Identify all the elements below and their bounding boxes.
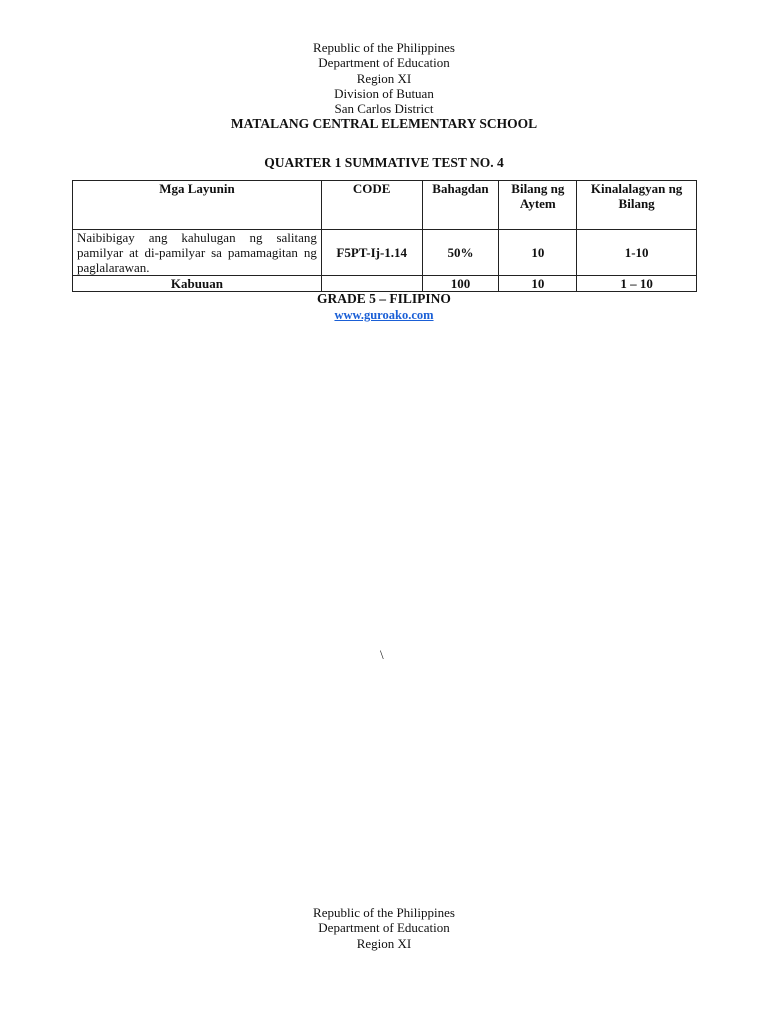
total-placement: 1 – 10 <box>577 276 697 292</box>
website-container <box>0 308 768 323</box>
document-header <box>0 40 768 132</box>
table-header-row <box>73 181 697 230</box>
website-link[interactable]: www.guroako.com <box>334 308 434 322</box>
header-placement: Kinalalagyan ng Bilang <box>577 181 697 230</box>
header-division: Division of Butuan <box>334 85 434 101</box>
table-row <box>73 230 697 276</box>
table-of-specifications <box>72 180 697 292</box>
header-department: Department of Education <box>318 55 450 71</box>
header-republic: Republic of the Philippines <box>313 40 455 55</box>
total-items: 10 <box>499 276 577 292</box>
test-title: QUARTER 1 SUMMATIVE TEST NO. 4 <box>264 155 504 170</box>
total-label: Kabuuan <box>73 276 322 292</box>
objective-cell: Naibibigay ang kahulugan ng salitang pamilyar at di-pamilyar sa pamamagitan ng paglalarawan. <box>73 230 322 276</box>
items-cell: 10 <box>499 230 577 276</box>
header-objectives: Mga Layunin <box>73 181 322 230</box>
code-cell: F5PT-Ij-1.14 <box>321 230 422 276</box>
header-code: CODE <box>321 181 422 230</box>
next-page-header <box>0 905 768 951</box>
footer-department: Department of Education <box>318 920 450 936</box>
placement-cell: 1-10 <box>577 230 697 276</box>
total-row <box>73 276 697 292</box>
percent-cell: 50% <box>422 230 499 276</box>
footer-region: Region XI <box>356 935 412 951</box>
header-items: Bilang ng Aytem <box>499 181 577 230</box>
grade-subject: GRADE 5 – FILIPINO <box>317 291 451 306</box>
footer-republic: Republic of the Philippines <box>313 905 455 920</box>
stray-mark: \ <box>380 647 384 662</box>
header-percent: Bahagdan <box>422 181 499 230</box>
header-district: San Carlos District <box>334 101 434 117</box>
total-code <box>321 276 422 292</box>
total-percent: 100 <box>422 276 499 292</box>
school-name: MATALANG CENTRAL ELEMENTARY SCHOOL <box>230 116 538 132</box>
header-region: Region XI <box>356 70 412 86</box>
